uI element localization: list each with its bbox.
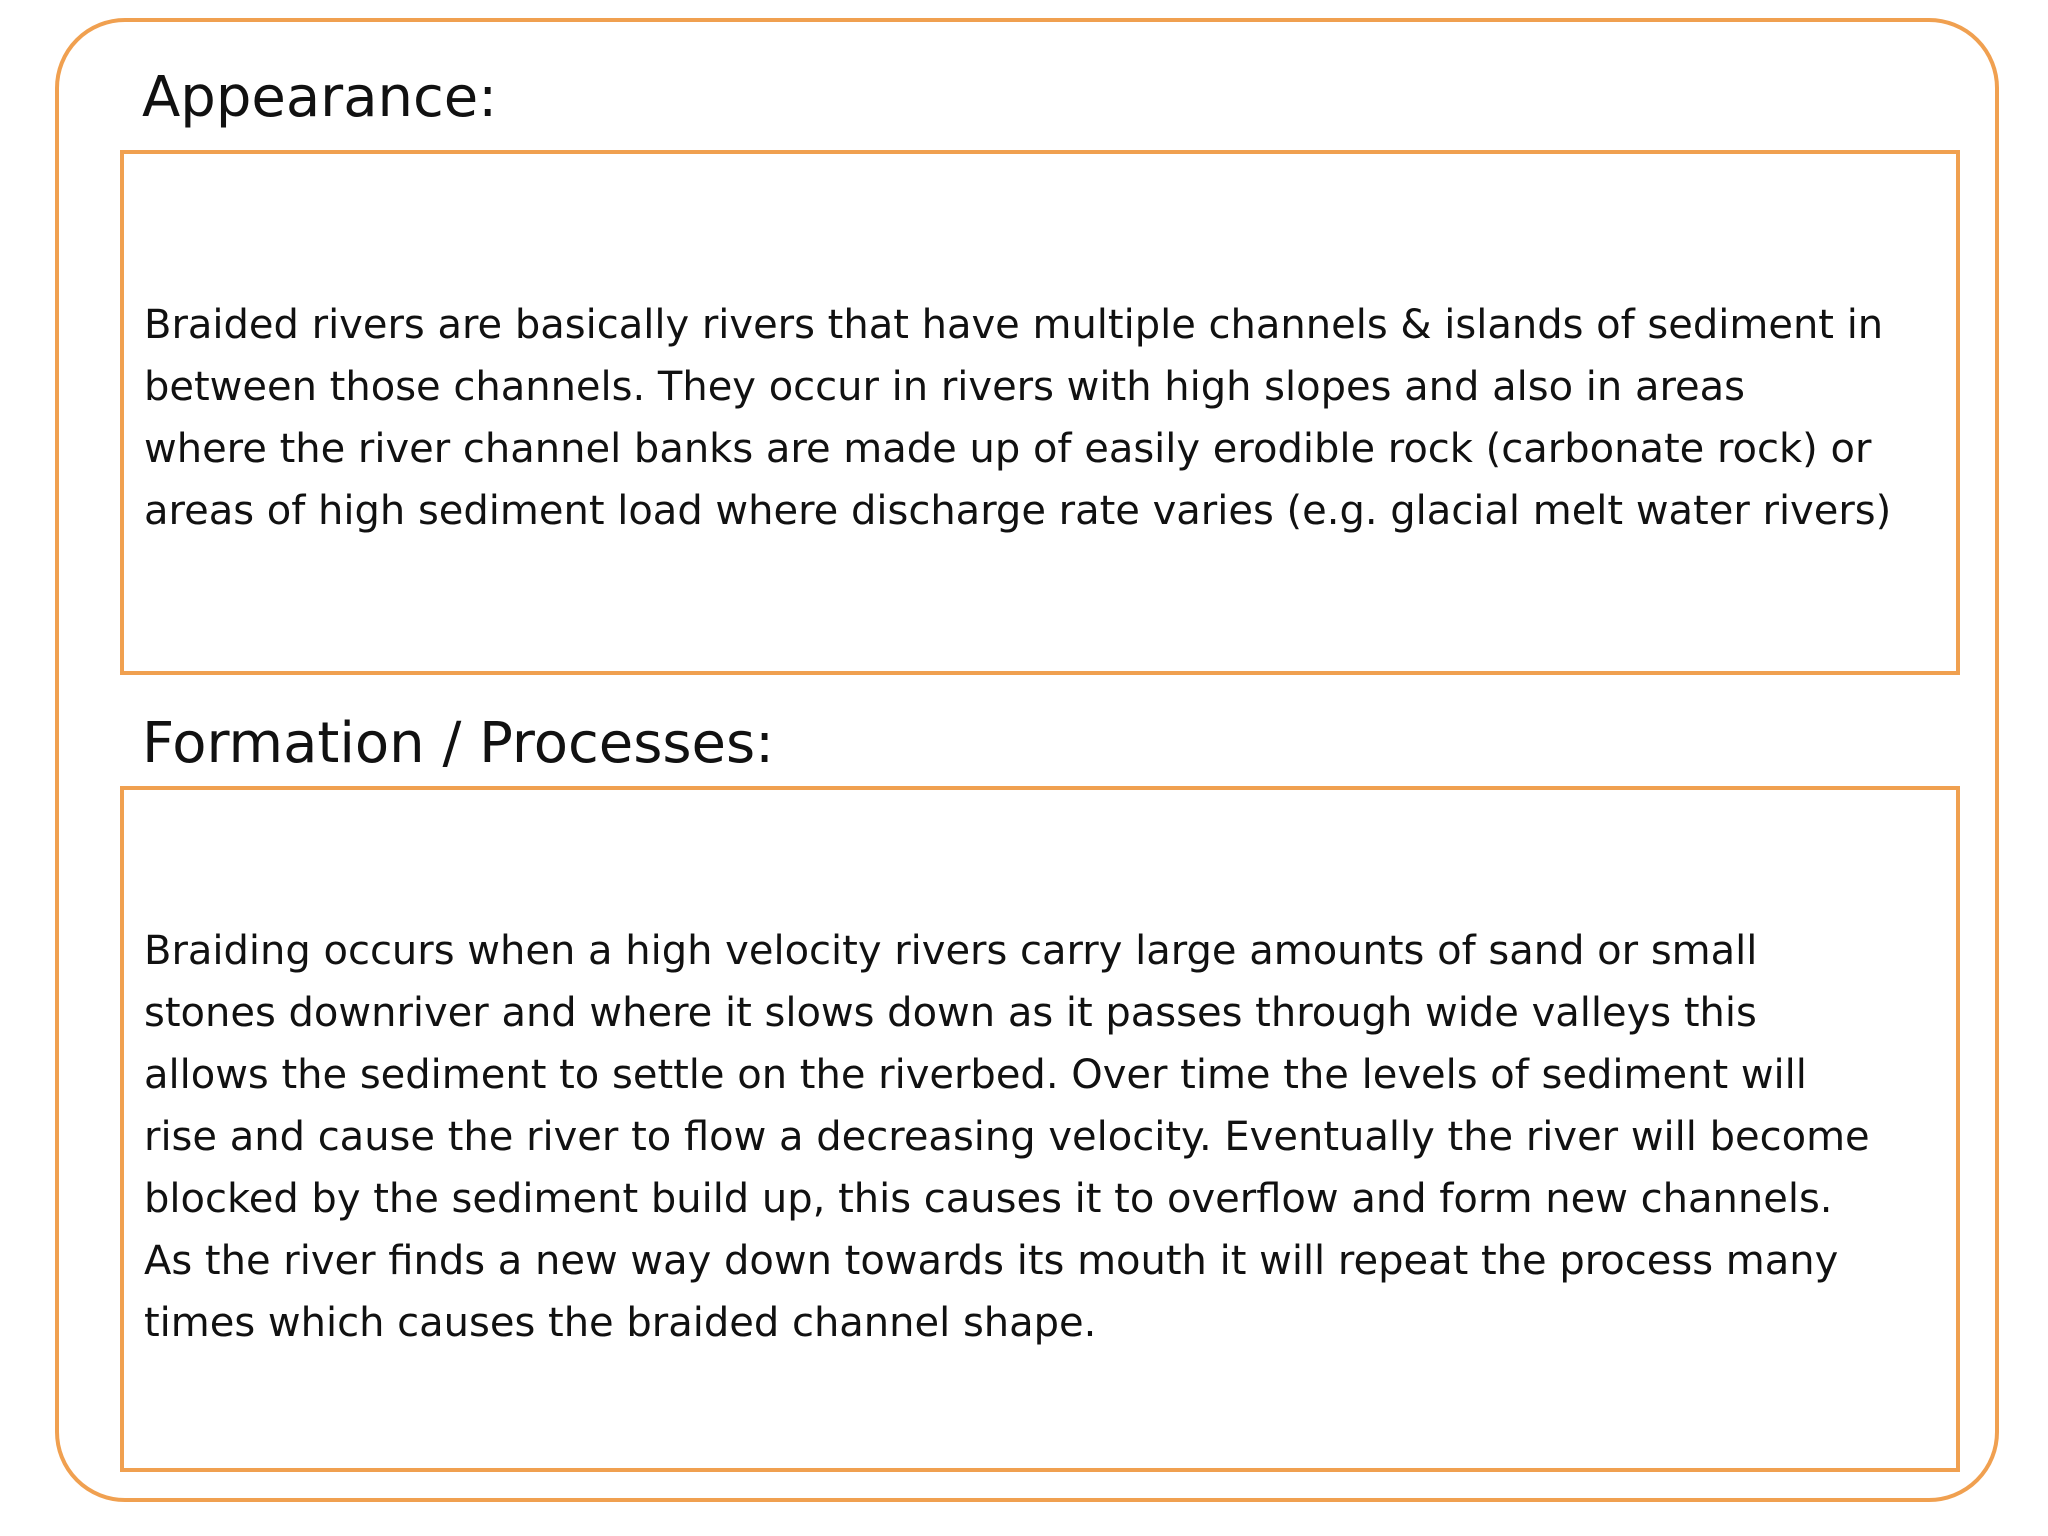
appearance-text: Braided rivers are basically rivers that have multiple channels & islands of sediment in between those channels. They occur in rivers with high slopes and also in areas where the river channel banks are made up of easily erodible rock (carbonate rock) or areas of high sediment load where discharge rate varies (e.g. glacial melt water rivers) [144,302,1892,534]
formation-text: Braiding occurs when a high velocity rivers carry large amounts of sand or small stones downriver and where it slows down as it passes through wide valleys this allows the sediment to settle on the riverbed. Over time the levels of sediment will rise and cause the river to flow a decreasing velocity. Eventually the river will become blocked by the sediment build up, this causes it to overflow and form new channels. As the river finds a new way down towards its mouth it will repeat the process many times which causes the braided channel shape. [144,928,1870,1346]
formation-heading: Formation / Processes: [142,711,775,776]
formation-box [120,786,1960,1472]
appearance-heading: Appearance: [142,65,498,130]
appearance-box [120,150,1960,675]
